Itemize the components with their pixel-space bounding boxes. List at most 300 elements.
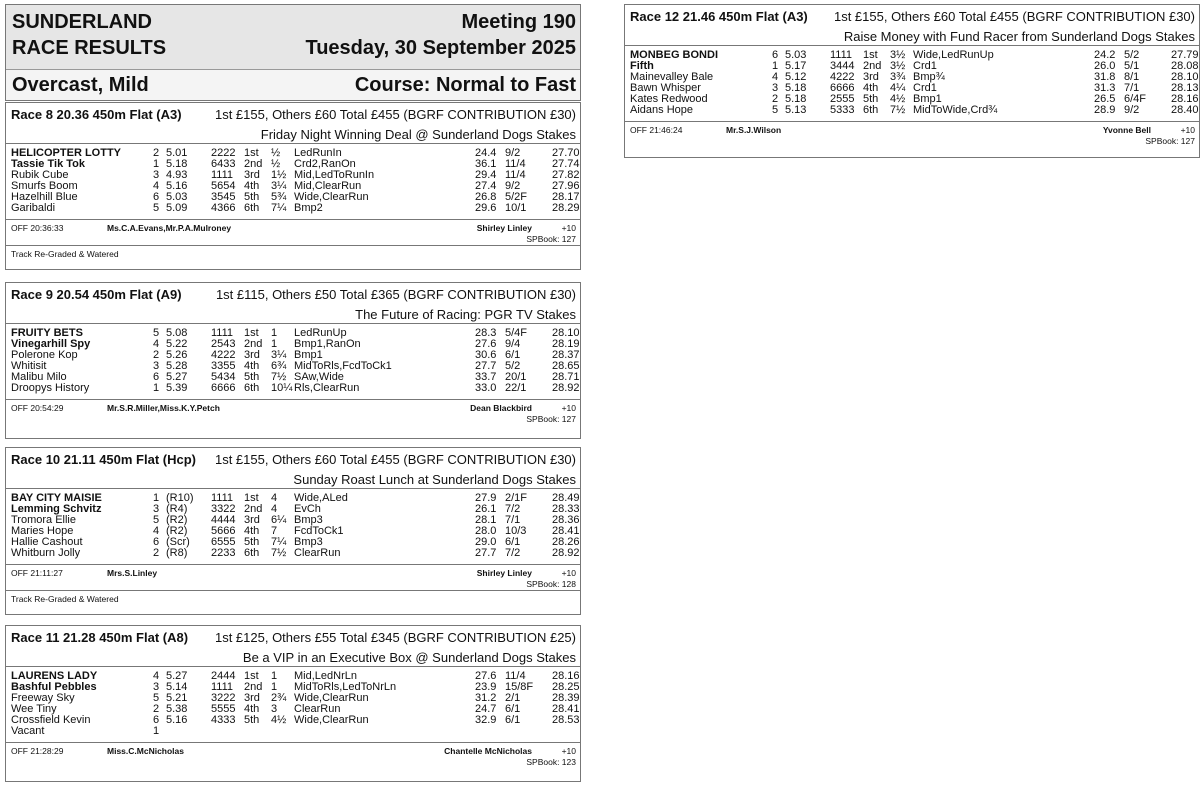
runner-trap: 2: [153, 547, 160, 559]
runner-remarks: Crd1: [913, 82, 937, 94]
runner-name: MONBEG BONDI: [630, 49, 718, 61]
runner-sect: 5434: [211, 371, 236, 383]
runner-pos: 4th: [863, 82, 879, 94]
runner-sp: 10/3: [505, 525, 527, 537]
runner-dist: 4: [271, 503, 278, 515]
runner-weight: 5.27: [166, 670, 188, 682]
divider: [6, 143, 580, 144]
runner-remarks: Bmp1: [913, 93, 942, 105]
runner-sp: 9/4: [505, 338, 521, 350]
runner-weight: 5.28: [166, 360, 188, 372]
runner-dist: 4¼: [890, 82, 906, 94]
sp-book: SPBook: 123: [526, 757, 576, 767]
race-card: [5, 282, 581, 439]
race-prize: 1st £155, Others £60 Total £455 (BGRF CONTRIBUTION £30): [833, 9, 1195, 24]
runner-weight: 5.26: [166, 349, 188, 361]
trainer-name: Mr.S.J.Wilson: [726, 125, 782, 135]
race-stakes: The Future of Racing: PGR TV Stakes: [355, 307, 576, 322]
runner-name: Mainevalley Bale: [630, 71, 714, 83]
runner-dist: 3: [271, 703, 278, 715]
runner-dist: 1: [271, 338, 278, 350]
runner-trap: 3: [772, 82, 779, 94]
runner-sect: 1111: [211, 492, 234, 504]
runner-wt: 27.6: [475, 338, 497, 350]
runner-weight: 5.38: [166, 703, 188, 715]
runner-name: Whitisit: [11, 360, 47, 372]
runner-name: Maries Hope: [11, 525, 74, 537]
runner-time: 28.10: [1171, 71, 1199, 83]
divider: [625, 45, 1199, 46]
runner-sect: 6666: [211, 382, 236, 394]
runner-sp: 7/1: [505, 514, 521, 526]
runner-trap: 1: [153, 382, 160, 394]
runner-name: Hazelhill Blue: [11, 191, 78, 203]
runner-remarks: LedRunIn: [294, 147, 342, 159]
runner-sect: 5666: [211, 525, 236, 537]
runner-pos: 1st: [244, 327, 259, 339]
runner-dist: 3¾: [890, 71, 906, 83]
runner-sp: 9/2: [1124, 104, 1140, 116]
runner-wt: 27.7: [475, 547, 497, 559]
runner-time: 28.41: [552, 703, 580, 715]
runner-dist: 7½: [890, 104, 906, 116]
runner-sect: 1111: [830, 49, 853, 61]
runner-weight: 5.03: [785, 49, 807, 61]
meeting-number: Meeting 190: [461, 11, 576, 33]
runner-weight: 5.17: [785, 60, 807, 72]
divider: [6, 245, 580, 246]
runner-sect: 3222: [211, 692, 236, 704]
runner-sect: 2233: [211, 547, 236, 559]
runner-sp: 5/2: [1124, 49, 1140, 61]
runner-wt: 26.0: [1094, 60, 1116, 72]
race-footer: [11, 223, 576, 235]
runner-sp: 9/2: [505, 147, 521, 159]
runner-weight: (R8): [166, 547, 188, 559]
runner-sect: 3322: [211, 503, 236, 515]
runner-wt: 31.8: [1094, 71, 1116, 83]
header-title-row: [6, 5, 580, 70]
runner-dist: 3½: [890, 49, 906, 61]
runner-time: 28.19: [552, 338, 580, 350]
runner-weight: 4.93: [166, 169, 188, 181]
runner-trap: 6: [772, 49, 779, 61]
runner-wt: 29.4: [475, 169, 497, 181]
runner-time: 27.96: [552, 180, 580, 192]
runner-weight: (Scr): [166, 536, 190, 548]
runner-trap: 1: [153, 725, 160, 737]
runner-name: Lemming Schvitz: [11, 503, 102, 515]
runner-time: 28.17: [552, 191, 580, 203]
runner-time: 28.92: [552, 547, 580, 559]
runner-dist: 3¼: [271, 349, 287, 361]
trainer-name: Miss.C.McNicholas: [107, 746, 184, 756]
runner-name: Wee Tiny: [11, 703, 57, 715]
header-track: [12, 9, 166, 61]
runner-row: [11, 202, 580, 214]
runner-time: 28.37: [552, 349, 580, 361]
runner-weight: (R10): [166, 492, 194, 504]
runner-sect: 4222: [211, 349, 236, 361]
runner-sect: 2543: [211, 338, 236, 350]
runner-trap: 1: [153, 492, 160, 504]
runner-row: [11, 725, 576, 737]
off-time: OFF 21:28:29: [11, 746, 64, 756]
runner-trap: 3: [153, 169, 160, 181]
judge-name: Shirley Linley: [476, 223, 532, 233]
runner-sect: 6555: [211, 536, 236, 548]
runner-pos: 5th: [244, 191, 260, 203]
runner-sp: 5/2: [505, 360, 521, 372]
runner-wt: 31.3: [1094, 82, 1116, 94]
runner-time: 28.10: [552, 327, 580, 339]
runner-sect: 6433: [211, 158, 236, 170]
race-footer: [630, 125, 1195, 137]
race-card: [5, 447, 581, 615]
runner-wt: 33.7: [475, 371, 497, 383]
runner-name: BAY CITY MAISIE: [11, 492, 102, 504]
runner-dist: 7¼: [271, 202, 287, 214]
runner-pos: 2nd: [244, 338, 263, 350]
runner-name: Bawn Whisper: [630, 82, 701, 94]
runner-trap: 1: [153, 158, 160, 170]
runner-dist: 7½: [271, 371, 287, 383]
sp-book: SPBook: 127: [1145, 136, 1195, 146]
runner-remarks: Mid,ClearRun: [294, 180, 362, 192]
race-footer: [11, 403, 576, 415]
runner-wt: 26.1: [475, 503, 497, 515]
divider: [6, 590, 580, 591]
runner-pos: 3rd: [244, 349, 260, 361]
runner-sect: 5333: [830, 104, 855, 116]
runner-time: 28.65: [552, 360, 580, 372]
runner-pos: 4th: [244, 703, 260, 715]
runner-pos: 3rd: [244, 514, 260, 526]
runner-time: 27.74: [552, 158, 580, 170]
runner-wt: 29.6: [475, 202, 497, 214]
runner-remarks: EvCh: [294, 503, 321, 515]
runner-remarks: Bmp1,RanOn: [294, 338, 361, 350]
runner-sect: 4366: [211, 202, 236, 214]
race-prize: 1st £125, Others £55 Total £345 (BGRF CONTRIBUTION £25): [214, 630, 576, 645]
runner-name: FRUITY BETS: [11, 327, 83, 339]
runner-remarks: Crd1: [913, 60, 937, 72]
sp-book: SPBook: 127: [526, 234, 576, 244]
runner-trap: 4: [153, 525, 160, 537]
runner-sp: 6/1: [505, 703, 521, 715]
runner-weight: 5.09: [166, 202, 188, 214]
runner-pos: 6th: [244, 547, 260, 559]
runner-time: 28.26: [552, 536, 580, 548]
race-prize: 1st £155, Others £60 Total £455 (BGRF CONTRIBUTION £30): [214, 107, 576, 122]
runner-remarks: SAw,Wide: [294, 371, 344, 383]
runner-weight: 5.13: [785, 104, 807, 116]
runner-sp: 11/4: [505, 169, 526, 181]
runner-weight: 5.01: [166, 147, 188, 159]
runner-sp: 7/2: [505, 503, 521, 515]
divider: [6, 323, 580, 324]
runner-name: Crossfield Kevin: [11, 714, 91, 726]
runner-remarks: Crd2,RanOn: [294, 158, 356, 170]
runner-remarks: Wide,LedRunUp: [913, 49, 994, 61]
runner-trap: 6: [153, 191, 160, 203]
runner-dist: 2¾: [271, 692, 287, 704]
runner-remarks: MidToRls,LedToNrLn: [294, 681, 397, 693]
runner-dist: 5¾: [271, 191, 287, 203]
runner-dist: 7: [271, 525, 278, 537]
runner-wt: 26.5: [1094, 93, 1116, 105]
runner-wt: 36.1: [475, 158, 497, 170]
runner-trap: 2: [153, 703, 160, 715]
runner-time: 27.79: [1171, 49, 1199, 61]
judge-name: Shirley Linley: [476, 568, 532, 578]
runner-time: 27.82: [552, 169, 580, 181]
runner-pos: 6th: [863, 104, 879, 116]
runner-remarks: ClearRun: [294, 703, 341, 715]
race-stakes: Raise Money with Fund Racer from Sunderland Dogs Stakes: [843, 29, 1195, 44]
runner-name: Malibu Milo: [11, 371, 67, 383]
runner-pos: 6th: [244, 382, 260, 394]
runner-wt: 28.3: [475, 327, 497, 339]
runner-sect: 5555: [211, 703, 236, 715]
runner-wt: 33.0: [475, 382, 497, 394]
runner-trap: 3: [153, 503, 160, 515]
runner-dist: 1½: [271, 169, 287, 181]
runner-sp: 20/1: [505, 371, 527, 383]
runner-weight: 5.21: [166, 692, 188, 704]
runner-sp: 6/4F: [1124, 93, 1147, 105]
runner-sect: 1111: [211, 169, 234, 181]
divider: [6, 666, 580, 667]
runner-dist: 7¼: [271, 536, 287, 548]
runner-wt: 27.6: [475, 670, 497, 682]
runner-weight: 5.18: [166, 158, 188, 170]
adjustment: +10: [561, 746, 576, 756]
meeting-header: [5, 4, 581, 101]
race-card: [5, 102, 581, 270]
track-note: Track Re-Graded & Watered: [11, 594, 119, 604]
runner-pos: 6th: [244, 202, 260, 214]
runner-trap: 4: [153, 338, 160, 350]
adjustment: +10: [561, 568, 576, 578]
runner-name: Rubik Cube: [11, 169, 69, 181]
runner-sp: 7/2: [505, 547, 521, 559]
runner-wt: 27.9: [475, 492, 497, 504]
runner-wt: 24.7: [475, 703, 497, 715]
runner-name: Droopys History: [11, 382, 90, 394]
runner-trap: 4: [153, 670, 160, 682]
runner-dist: 1: [271, 327, 278, 339]
runner-remarks: Bmp3: [294, 536, 323, 548]
runner-time: 28.16: [552, 670, 580, 682]
runner-weight: 5.14: [166, 681, 188, 693]
runner-trap: 5: [772, 104, 779, 116]
race-title: Race 12 21.46 450m Flat (A3): [630, 9, 808, 24]
runner-dist: 3¼: [271, 180, 287, 192]
runner-pos: 2nd: [244, 503, 263, 515]
judge-name: Dean Blackbird: [470, 403, 532, 413]
runner-name: Whitburn Jolly: [11, 547, 81, 559]
runner-sp: 11/4: [505, 158, 526, 170]
race-stakes: Friday Night Winning Deal @ Sunderland Dogs Stakes: [260, 127, 576, 142]
meeting-date: Tuesday, 30 September 2025: [305, 37, 576, 59]
runner-wt: 30.6: [475, 349, 497, 361]
runner-sp: 5/2F: [505, 191, 528, 203]
judge-name: Chantelle McNicholas: [444, 746, 532, 756]
runner-sect: 4444: [211, 514, 236, 526]
runner-time: 28.39: [552, 692, 580, 704]
runner-wt: 27.4: [475, 180, 497, 192]
runner-pos: 1st: [244, 670, 259, 682]
runner-time: 28.41: [552, 525, 580, 537]
runner-sect: 2222: [211, 147, 236, 159]
divider: [6, 564, 580, 565]
runner-sp: 11/4: [505, 670, 526, 682]
trainer-name: Mr.S.R.Miller,Miss.K.Y.Petch: [107, 403, 220, 413]
runner-pos: 1st: [244, 147, 259, 159]
runner-weight: 5.16: [166, 714, 188, 726]
runner-trap: 4: [153, 180, 160, 192]
runner-wt: 23.9: [475, 681, 497, 693]
runner-sect: 6666: [830, 82, 855, 94]
track-note: Track Re-Graded & Watered: [11, 249, 119, 259]
divider: [6, 488, 580, 489]
weather: Overcast, Mild: [12, 74, 149, 96]
off-time: OFF 21:46:24: [630, 125, 683, 135]
race-stakes: Sunday Roast Lunch at Sunderland Dogs Stakes: [293, 472, 576, 487]
runner-time: 28.29: [552, 202, 580, 214]
runner-name: Aidans Hope: [630, 104, 693, 116]
trainer-name: Ms.C.A.Evans,Mr.P.A.Mulroney: [107, 223, 232, 233]
runner-row: [630, 104, 1199, 116]
runner-pos: 1st: [863, 49, 878, 61]
header-meeting: [305, 9, 576, 61]
race-title: Race 10 21.11 450m Flat (Hcp): [11, 452, 196, 467]
runner-sp: 22/1: [505, 382, 527, 394]
runner-sp: 15/8F: [505, 681, 534, 693]
divider: [6, 399, 580, 400]
runner-dist: 4½: [890, 93, 906, 105]
runner-dist: 7½: [271, 547, 287, 559]
runner-time: 28.33: [552, 503, 580, 515]
runner-trap: 5: [153, 327, 160, 339]
runner-trap: 6: [153, 714, 160, 726]
runner-sect: 4222: [830, 71, 855, 83]
runner-sect: 2555: [830, 93, 855, 105]
runner-name: Tromora Ellie: [11, 514, 76, 526]
track-name: SUNDERLAND: [12, 11, 152, 33]
race-card: [5, 625, 581, 782]
runner-wt: 31.2: [475, 692, 497, 704]
runner-pos: 4th: [244, 180, 260, 192]
divider: [6, 742, 580, 743]
runner-dist: 6¼: [271, 514, 287, 526]
runner-name: Polerone Kop: [11, 349, 78, 361]
runner-pos: 2nd: [244, 158, 263, 170]
runner-sp: 9/2: [505, 180, 521, 192]
runner-pos: 3rd: [244, 692, 260, 704]
header-conditions-row: [6, 70, 580, 100]
runner-pos: 5th: [244, 714, 260, 726]
runner-pos: 3rd: [244, 169, 260, 181]
runner-sp: 7/1: [1124, 82, 1140, 94]
runner-sp: 8/1: [1124, 71, 1140, 83]
runner-remarks: Wide,ClearRun: [294, 714, 369, 726]
runner-wt: 28.9: [1094, 104, 1116, 116]
runner-pos: 4th: [244, 525, 260, 537]
runner-dist: 3½: [890, 60, 906, 72]
runner-weight: 5.18: [785, 93, 807, 105]
runner-sp: 6/1: [505, 714, 521, 726]
judge-name: Yvonne Bell: [1102, 125, 1151, 135]
runner-name: LAURENS LADY: [11, 670, 98, 682]
runner-sect: 3355: [211, 360, 236, 372]
runner-dist: 10¼: [271, 382, 293, 394]
runner-time: 28.13: [1171, 82, 1199, 94]
runner-sp: 2/1: [505, 692, 521, 704]
runner-trap: 2: [153, 349, 160, 361]
off-time: OFF 20:54:29: [11, 403, 64, 413]
runner-time: 28.08: [1171, 60, 1199, 72]
runner-remarks: Bmp3: [294, 514, 323, 526]
runner-row: [11, 382, 580, 394]
runner-trap: 3: [153, 681, 160, 693]
runner-dist: 4: [271, 492, 278, 504]
runner-sect: 1111: [211, 681, 234, 693]
divider: [6, 219, 580, 220]
results-label: RACE RESULTS: [12, 37, 167, 59]
runner-weight: 5.18: [785, 82, 807, 94]
runner-time: 28.40: [1171, 104, 1199, 116]
runner-weight: 5.12: [785, 71, 807, 83]
runner-weight: 5.39: [166, 382, 188, 394]
runner-pos: 4th: [244, 360, 260, 372]
runner-wt: 26.8: [475, 191, 497, 203]
runner-weight: (R2): [166, 514, 188, 526]
runner-wt: 29.0: [475, 536, 497, 548]
runner-remarks: MidToWide,Crd¾: [913, 104, 998, 116]
runner-remarks: Bmp1: [294, 349, 323, 361]
runner-pos: 5th: [863, 93, 879, 105]
runner-trap: 5: [153, 692, 160, 704]
runner-time: 28.53: [552, 714, 580, 726]
runner-wt: 27.7: [475, 360, 497, 372]
runner-weight: 5.08: [166, 327, 188, 339]
runner-weight: 5.27: [166, 371, 188, 383]
runner-trap: 4: [772, 71, 779, 83]
off-time: OFF 20:36:33: [11, 223, 64, 233]
runner-sect: 1111: [211, 327, 234, 339]
runner-name: Vacant: [11, 725, 45, 737]
runner-sect: 4333: [211, 714, 236, 726]
runner-sp: 6/1: [505, 536, 521, 548]
runner-pos: 3rd: [863, 71, 879, 83]
runner-wt: 24.4: [475, 147, 497, 159]
trainer-name: Mrs.S.Linley: [107, 568, 158, 578]
runner-row: [11, 547, 580, 559]
runner-name: Bashful Pebbles: [11, 681, 97, 693]
sp-book: SPBook: 127: [526, 414, 576, 424]
runner-dist: 6¾: [271, 360, 287, 372]
runner-time: 27.70: [552, 147, 580, 159]
runner-name: Garibaldi: [11, 202, 56, 214]
runner-remarks: Wide,ClearRun: [294, 692, 369, 704]
runner-weight: 5.16: [166, 180, 188, 192]
runner-time: 28.36: [552, 514, 580, 526]
runner-sect: 3444: [830, 60, 855, 72]
runner-name: Vinegarhill Spy: [11, 338, 91, 350]
adjustment: +10: [1180, 125, 1195, 135]
